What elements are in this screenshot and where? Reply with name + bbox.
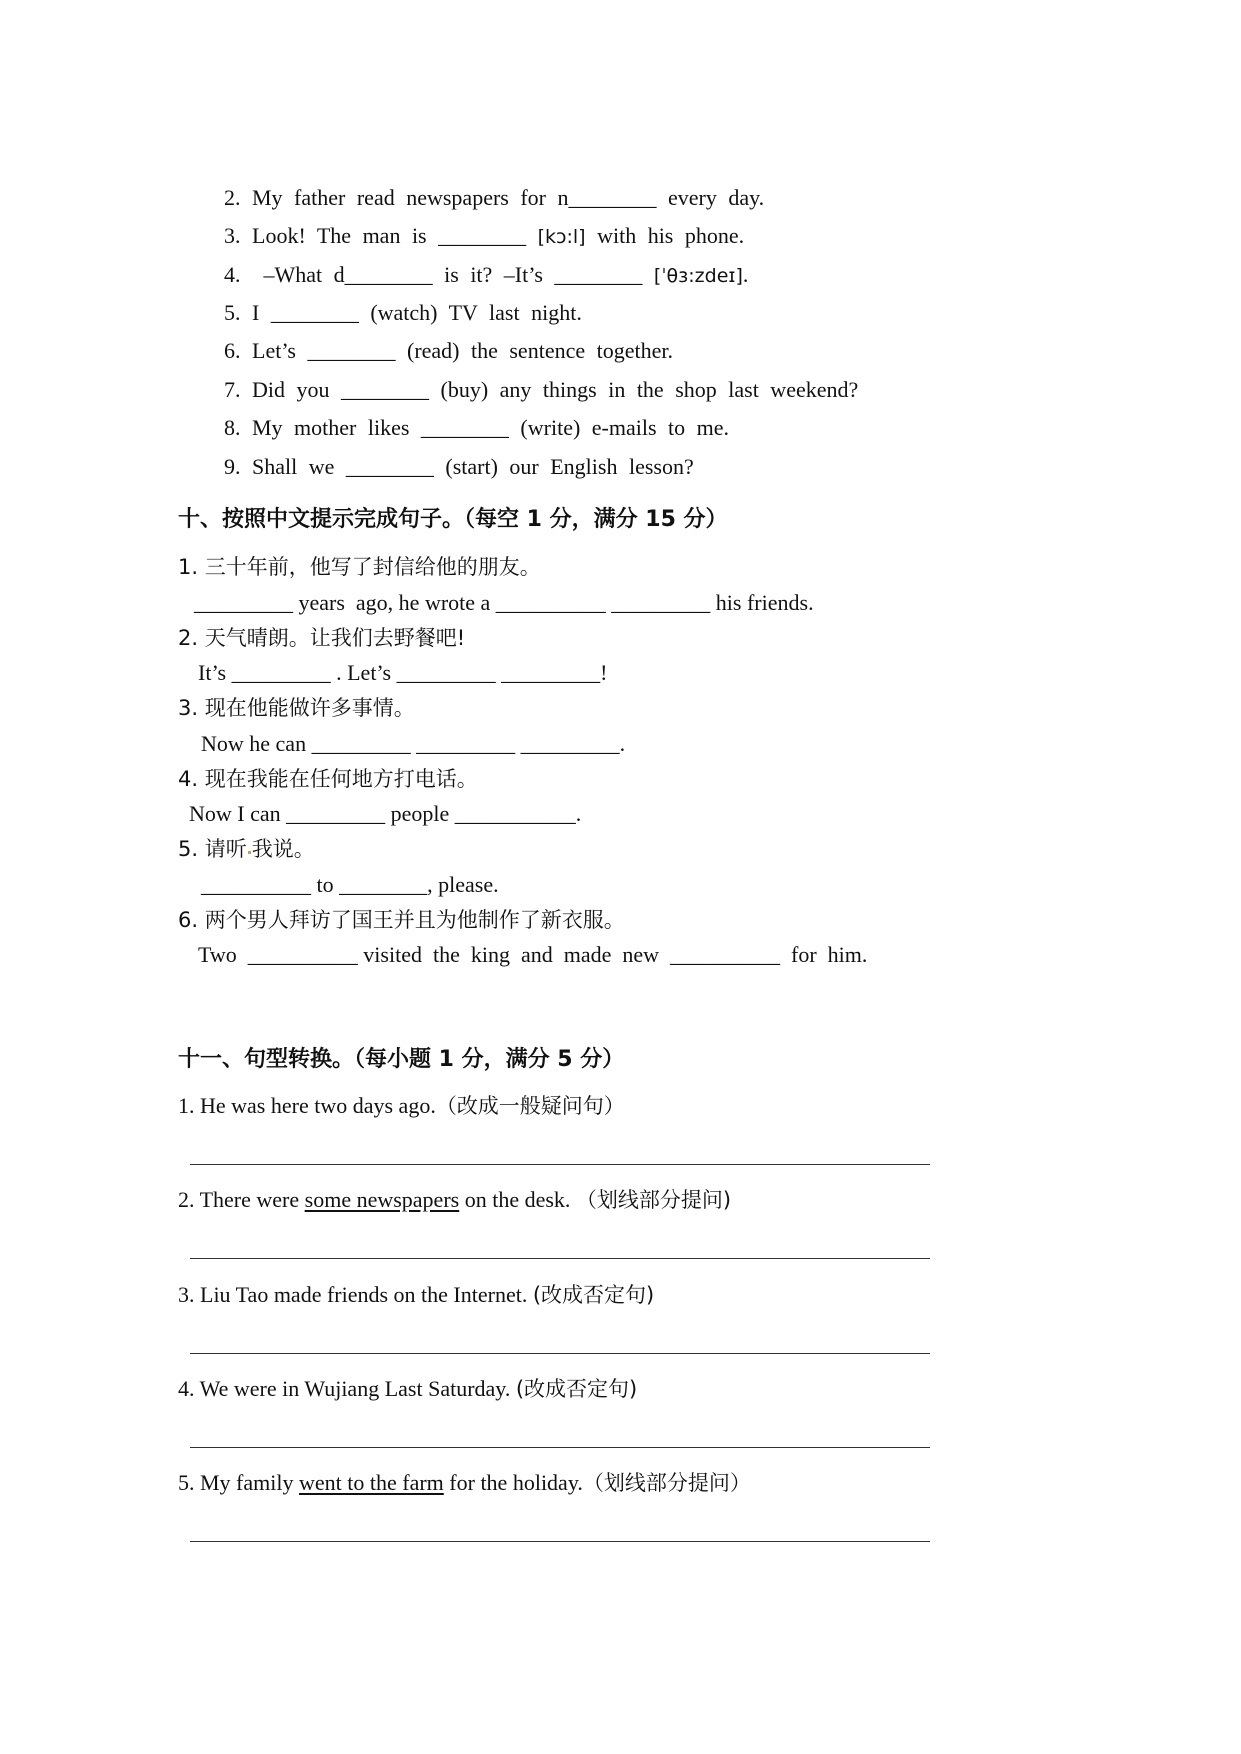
phonetic-hint: [ˈθɜ:zdeɪ] xyxy=(653,265,743,287)
chinese-prompt: 我说。 xyxy=(251,837,315,861)
answer-line-1[interactable] xyxy=(190,1164,930,1165)
section-10-item-1-english: _________ years ago, he wrote a __________ _________ his friends. xyxy=(194,590,814,615)
item-number: 7. xyxy=(224,377,241,402)
sentence-text: on the desk. xyxy=(459,1187,576,1212)
chinese-prompt: 1. 三十年前，他写了封信给他的朋友。 xyxy=(178,555,541,579)
section-10-item-2-chinese xyxy=(178,624,465,652)
stray-dot-mark xyxy=(248,851,251,854)
item-number: 9. xyxy=(224,454,241,479)
item-number: 3. xyxy=(224,223,241,248)
section-10-item-5-english: __________ to ________, please. xyxy=(201,872,499,897)
item-number: 2. xyxy=(224,185,241,210)
phonetic-hint: [kɔ:l] xyxy=(537,226,586,248)
item-text: with his phone. xyxy=(585,223,745,248)
section-10-item-6-chinese xyxy=(178,906,625,934)
chinese-prompt: 4. 现在我能在任何地方打电话。 xyxy=(178,767,478,791)
instruction-text: （划线部分提问） xyxy=(582,1471,751,1495)
item-number: 5. xyxy=(224,300,241,325)
answer-line-2[interactable] xyxy=(190,1258,930,1259)
section-10-heading: 十、按照中文提示完成句子。（每空 1 分，满分 15 分） xyxy=(178,507,728,532)
section-11-item-4 xyxy=(178,1375,637,1403)
section-10-item-6-english: Two __________ visited the king and made new __________ for him. xyxy=(198,942,868,967)
section-10-item-4-english: Now I can _________ people ___________. xyxy=(189,801,582,826)
item-text: –What d________ is it? –It’s ________ xyxy=(252,262,654,287)
section-10-item-5-chinese xyxy=(178,835,315,863)
section-10-item-4-chinese xyxy=(178,765,478,793)
item-number: 6. xyxy=(224,338,241,363)
instruction-text: (改成否定句) xyxy=(515,1377,638,1401)
section-10-item-2-english: It’s _________ . Let’s _________ _________! xyxy=(198,660,608,685)
answer-line-3[interactable] xyxy=(190,1353,930,1354)
chinese-prompt: 6. 两个男人拜访了国王并且为他制作了新衣服。 xyxy=(178,908,625,932)
answer-line-5[interactable] xyxy=(190,1541,930,1542)
section-11-item-2 xyxy=(178,1186,731,1214)
section-11-item-5 xyxy=(178,1469,751,1497)
item-text: My father read newspapers for n________ every day. xyxy=(252,185,765,210)
instruction-text: (改成否定句) xyxy=(532,1283,655,1307)
instruction-text: （改成一般疑问句） xyxy=(435,1094,625,1118)
answer-line-4[interactable] xyxy=(190,1447,930,1448)
sentence-text: 3. Liu Tao made friends on the Internet. xyxy=(178,1282,533,1307)
underlined-phrase: went to the farm xyxy=(299,1470,444,1495)
sentence-text: for the holiday. xyxy=(443,1470,583,1495)
item-text: My mother likes ________ (write) e-mails to me. xyxy=(252,415,730,440)
item-number: 8. xyxy=(224,415,241,440)
sentence-text: 1. He was here two days ago. xyxy=(178,1093,436,1118)
item-text: Let’s ________ (read) the sentence together. xyxy=(252,338,673,363)
question-9-9 xyxy=(178,425,694,509)
item-number: 4. xyxy=(224,262,241,287)
sentence-text: 5. My family xyxy=(178,1470,299,1495)
section-10-item-3-english: Now he can _________ _________ _________. xyxy=(201,731,626,756)
item-text: Look! The man is ________ xyxy=(252,223,538,248)
section-10-item-1-chinese xyxy=(178,553,541,581)
section-11-heading: 十一、句型转换。（每小题 1 分，满分 5 分） xyxy=(178,1047,625,1072)
section-10-item-3-chinese xyxy=(178,694,415,722)
chinese-prompt: 3. 现在他能做许多事情。 xyxy=(178,696,415,720)
instruction-text: （划线部分提问) xyxy=(575,1188,732,1212)
item-text: Shall we ________ (start) our English lesson? xyxy=(252,454,694,479)
sentence-text: 2. There were xyxy=(178,1187,305,1212)
item-text: . xyxy=(742,262,749,287)
section-11-item-1 xyxy=(178,1092,625,1120)
chinese-prompt: 2. 天气晴朗。让我们去野餐吧! xyxy=(178,626,466,650)
item-text: Did you ________ (buy) any things in the shop last weekend? xyxy=(252,377,859,402)
item-text: I ________ (watch) TV last night. xyxy=(252,300,582,325)
sentence-text: 4. We were in Wujiang Last Saturday. xyxy=(178,1376,516,1401)
underlined-phrase: some newspapers xyxy=(304,1187,460,1212)
section-11-item-3 xyxy=(178,1281,654,1309)
chinese-prompt: 5. 请听 xyxy=(178,837,247,861)
